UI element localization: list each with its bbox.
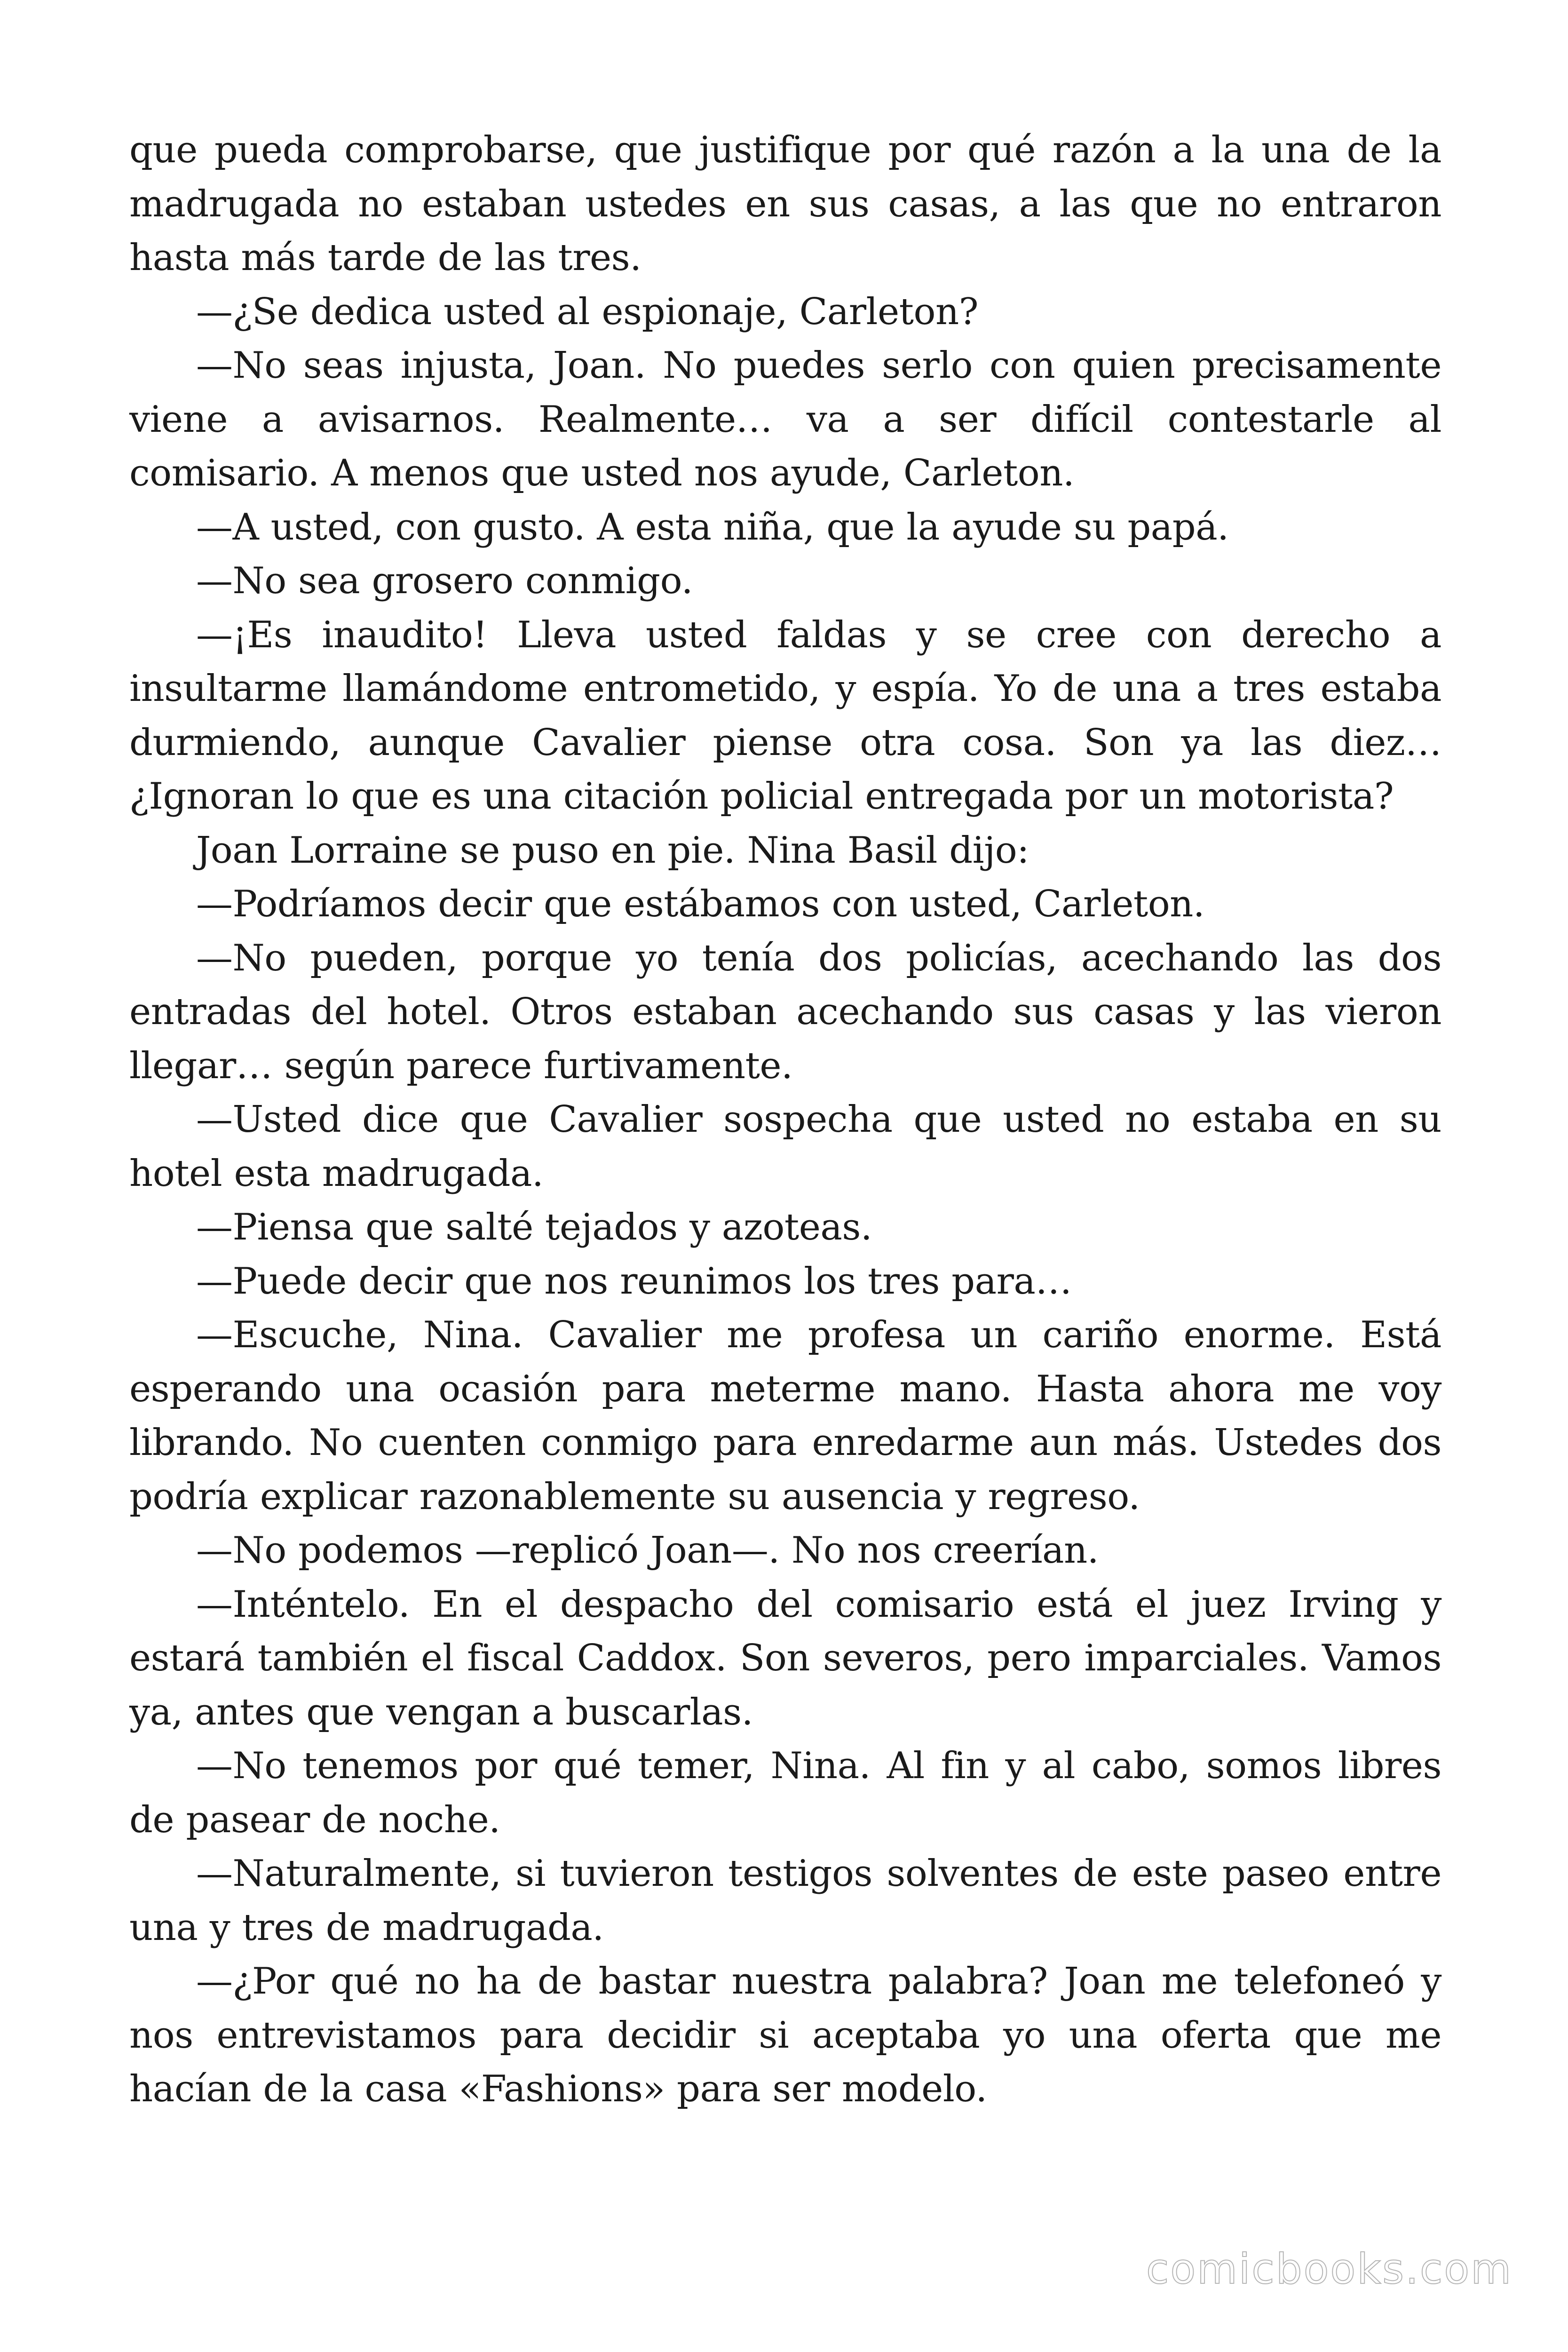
watermark: comicbooks.com — [1146, 2245, 1513, 2293]
paragraph: —Naturalmente, si tuvieron testigos solventes de este paseo entre una y tres de madrugada. — [129, 1852, 1441, 1949]
paragraph: —No sea grosero conmigo. — [196, 560, 693, 602]
page-body — [129, 123, 1441, 2116]
paragraph: —Podríamos decir que estábamos con usted, Carleton. — [196, 883, 1205, 925]
paragraph: —No podemos —replicó Joan—. No nos creerían. — [196, 1529, 1099, 1572]
paragraph: —Escuche, Nina. Cavalier me profesa un cariño enorme. Está esperando una ocasión para meterme mano. Hasta ahora me voy librando. No cuenten conmigo para enredarme aun más. Ustedes dos podría explicar razonablemente su ausencia y regreso. — [129, 1314, 1441, 1518]
paragraph: —Puede decir que nos reunimos los tres para… — [196, 1260, 1072, 1303]
paragraph: —Usted dice que Cavalier sospecha que usted no estaba en su hotel esta madrugada. — [129, 1098, 1441, 1195]
paragraph: —Inténtelo. En el despacho del comisario está el juez Irving y estará también el fiscal Caddox. Son severos, pero imparciales. Vamos ya, antes que vengan a buscarlas. — [129, 1583, 1441, 1733]
paragraph: —¿Por qué no ha de bastar nuestra palabra? Joan me telefoneó y nos entrevistamos para decidir si aceptaba yo una oferta que me hacían de la casa «Fashions» para ser modelo. — [129, 1960, 1441, 2110]
paragraph: que pueda comprobarse, que justifique por qué razón a la una de la madrugada no estaban ustedes en sus casas, a las que no entraron hasta más tarde de las tres. — [129, 129, 1441, 279]
paragraph: —No tenemos por qué temer, Nina. Al fin y al cabo, somos libres de pasear de noche. — [129, 1745, 1441, 1841]
paragraph: —¡Es inaudito! Lleva usted faldas y se cree con derecho a insultarme llamándome entrometido, y espía. Yo de una a tres estaba durmiendo, aunque Cavalier piense otra cosa. Son ya las diez… ¿Ignoran lo que es una citación policial entregada por un motorista? — [129, 613, 1441, 818]
paragraph: —¿Se dedica usted al espionaje, Carleton? — [196, 290, 979, 333]
paragraph: —A usted, con gusto. A esta niña, que la ayude su papá. — [196, 506, 1229, 548]
paragraph: —Piensa que salté tejados y azoteas. — [196, 1206, 872, 1248]
paragraph: Joan Lorraine se puso en pie. Nina Basil dijo: — [196, 829, 1029, 872]
paragraph: —No pueden, porque yo tenía dos policías, acechando las dos entradas del hotel. Otros estaban acechando sus casas y las vieron llegar… según parece furtivamente. — [129, 937, 1441, 1087]
paragraph: —No seas injusta, Joan. No puedes serlo con quien precisamente viene a avisarnos. Realmente… va a ser difícil contestarle al comisario. A menos que usted nos ayude, Carleton. — [129, 344, 1441, 494]
